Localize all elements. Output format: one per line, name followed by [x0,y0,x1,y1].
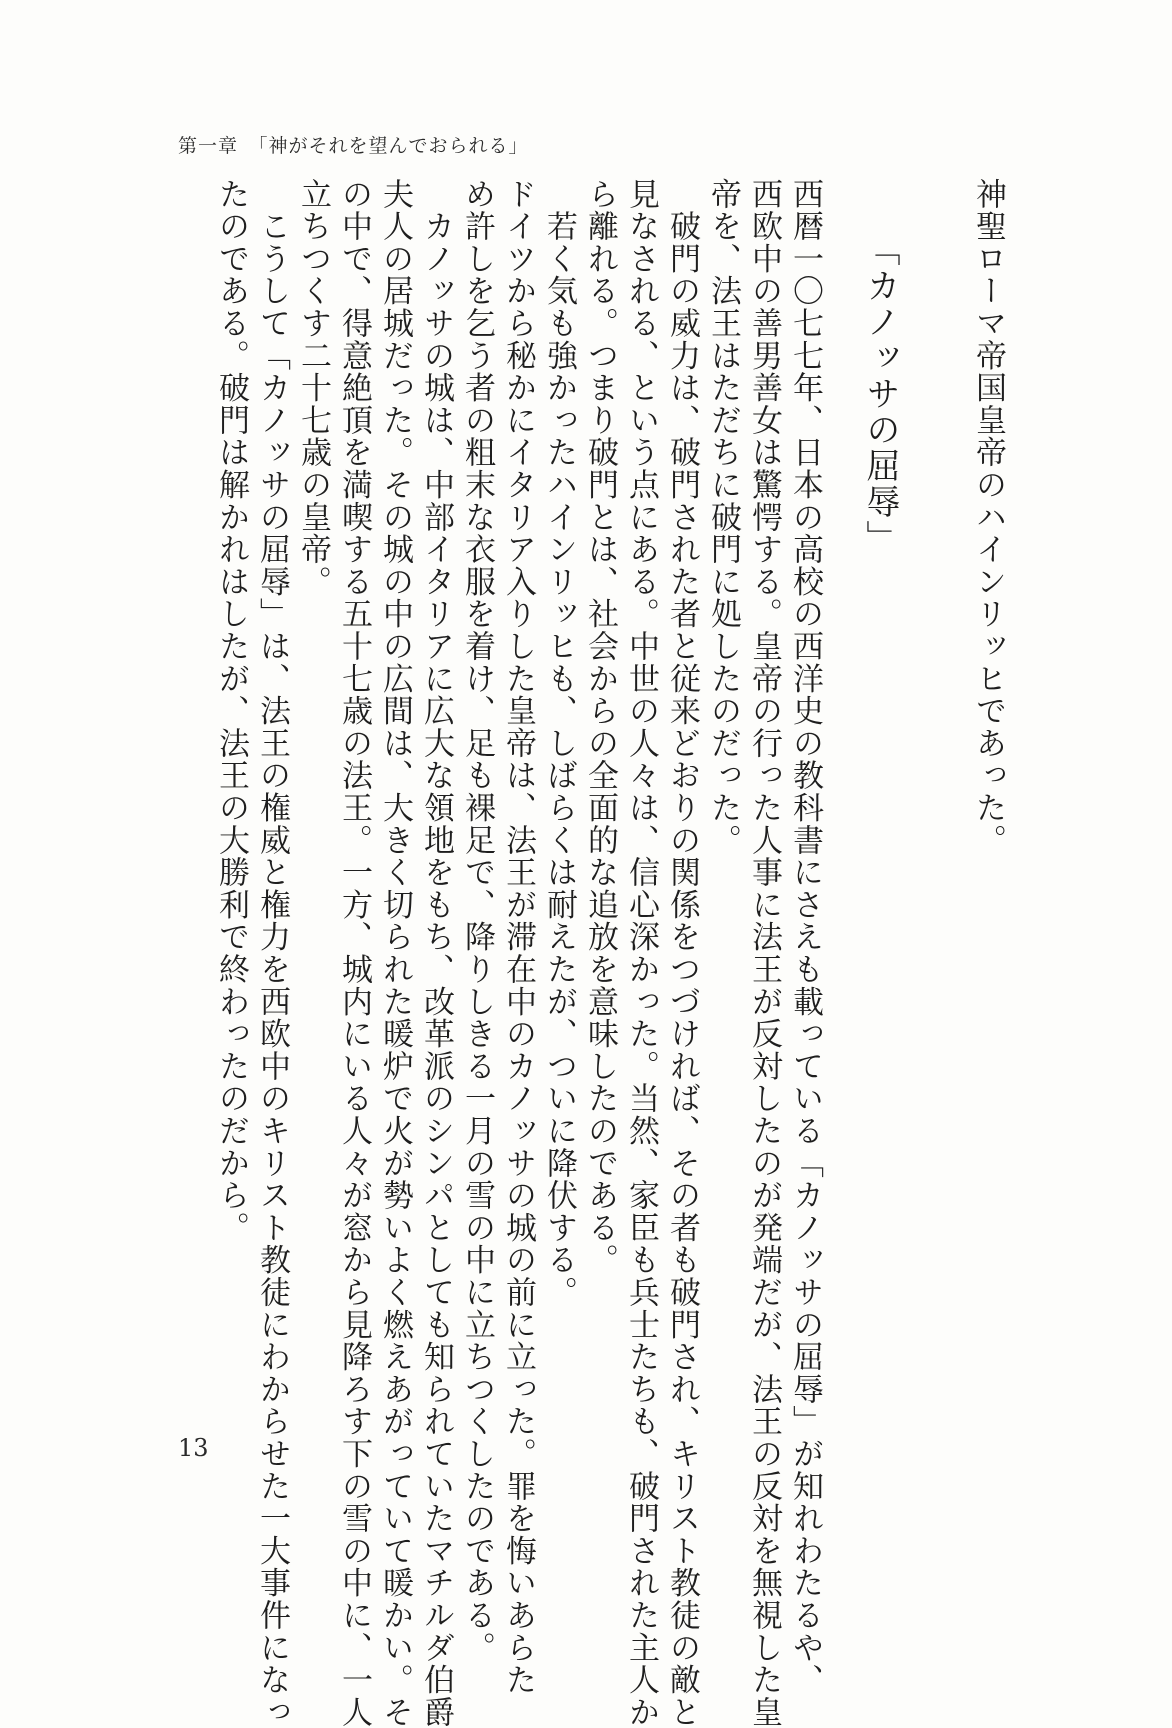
section-heading: 「カノッサの屈辱」 [860,232,900,556]
body-line: の中で、得意絶頂を満喫する五十七歳の法王。一方、城内にいる人々が窓から見降ろす下の雪の中に、一人 [336,178,372,1728]
page-number: 13 [178,1434,209,1462]
body-line: 夫人の居城だった。その城の中の広間は、大きく切られた暖炉で火が勢いよく燃えあがっていて暖かい。そ [377,178,413,1728]
body-line: 西欧中の善男善女は驚愕する。皇帝の行った人事に法王が反対したのが発端だが、法王の反対を無視した皇 [746,178,782,1728]
body-line: 若く気も強かったハインリッヒも、しばらくは耐えたが、ついに降伏する。 [541,178,577,1309]
body-line: ドイツから秘かにイタリア入りした皇帝は、法王が滞在中のカノッサの城の前に立った。罪を悔いあらた [500,178,536,1697]
running-head: 第一章 「神がそれを望んでおられる」 [178,135,529,157]
body-line: 破門の威力は、破門された者と従来どおりの関係をつづければ、その者も破門され、キリスト教徒の敵と [664,178,700,1728]
body-line: カノッサの城は、中部イタリアに広大な領地をもち、改革派のシンパとしても知られていたマチルダ伯爵 [418,178,454,1728]
body-line: こうして「カノッサの屈辱」は、法王の権威と権力を西欧中のキリスト教徒にわからせた一大事件になっ [254,178,290,1728]
body-line: 帝を、法王はただちに破門に処したのだった。 [705,178,741,857]
body-line: ら離れる。つまり破門とは、社会からの全面的な追放を意味したのである。 [582,178,618,1277]
body-line: たのである。破門は解かれはしたが、法王の大勝利で終わったのだから。 [213,178,249,1244]
body-line: 西暦一〇七七年、日本の高校の西洋史の教科書にさえも載っている「カノッサの屈辱」が知れわたるや、 [787,178,823,1697]
body-line: 立ちつくす二十七歳の皇帝。 [295,178,331,598]
body-line: め許しを乞う者の粗末な衣服を着け、足も裸足で、降りしきる一月の雪の中に立ちつくしたのである。 [459,178,495,1664]
body-line: 見なされる、という点にある。中世の人々は、信心深かった。当然、家臣も兵士たちも、破門された主人か [623,178,659,1728]
intro-line: 神聖ローマ帝国皇帝のハインリッヒであった。 [970,178,1006,857]
